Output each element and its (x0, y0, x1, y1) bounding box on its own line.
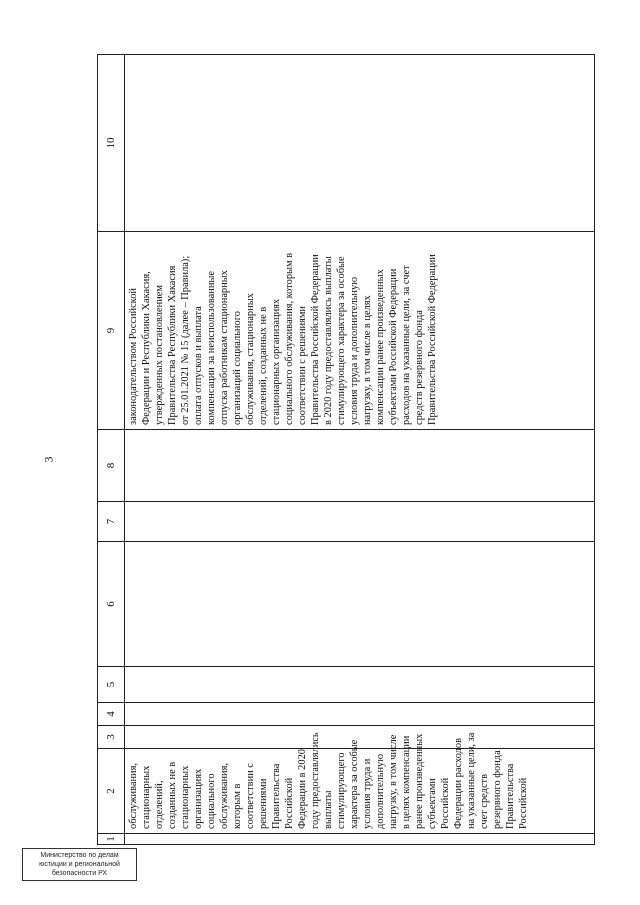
text-line: резервного фонда (492, 750, 503, 829)
text-line: созданных не в (167, 761, 178, 829)
text-line: от 25.01.2021 № 15 (далее – Правила); (180, 255, 191, 425)
cell-col-4 (125, 703, 595, 726)
text-line: стимулирующего характера за особые (336, 256, 347, 425)
text-line: Российской (284, 777, 295, 829)
text-line: социального (206, 773, 217, 829)
text-line: обслуживания, стационарных (245, 293, 256, 425)
cell-col-9 (125, 232, 595, 430)
text-line: социального обслуживания, которым в (284, 252, 295, 425)
text-line: условия труда и (362, 758, 373, 829)
text-line: отпуска работникам стационарных (219, 270, 230, 425)
text-line: в 2020 году предоставлялись выплаты (323, 256, 334, 425)
text-line: обслуживания, (128, 763, 139, 829)
header-row (98, 55, 125, 845)
header-col-5: 5 (98, 667, 125, 703)
cell-col-8 (125, 430, 595, 502)
text-line: выплаты (323, 790, 334, 829)
text-line: Федерации и Республики Хакасия, (141, 271, 152, 425)
text-line: Российской (518, 777, 529, 829)
data-table (97, 54, 595, 845)
text-line: отделений, созданных не в (258, 306, 269, 425)
text-line: законодательством Российской (128, 288, 139, 425)
text-line: нагрузку, в том числе (388, 734, 399, 829)
text-line: Российской (440, 777, 451, 829)
text-line: условия труда и дополнительную (349, 277, 360, 425)
text-line: Правительства (271, 763, 282, 829)
rotated-table-container (97, 55, 595, 845)
col2-text (125, 732, 530, 833)
text-line: Правительства Республики Хакасия (167, 265, 178, 425)
text-line: компенсации ранее произведенных (375, 269, 386, 425)
cell-col-5 (125, 667, 595, 703)
text-line: характера за особые (349, 739, 360, 829)
text-line: стационарных организациях (271, 298, 282, 425)
text-line: которым в (232, 783, 243, 829)
text-line: году предоставлялись (310, 732, 321, 829)
text-line: Правительства Российской Федерации (427, 254, 438, 425)
text-line: средств резервного фонда (414, 310, 425, 425)
table-row (125, 55, 595, 845)
stamp-line-3: безопасности РХ (51, 870, 108, 877)
cell-col-1 (125, 834, 595, 845)
header-col-3: 3 (98, 726, 125, 749)
text-line: организаций социального (232, 311, 243, 425)
text-line: Федерации расходов (453, 737, 464, 829)
cell-col-6 (125, 542, 595, 667)
text-line: решениями (258, 778, 269, 829)
text-line: отделений, (154, 780, 165, 829)
header-col-4: 4 (98, 703, 125, 726)
text-line: счет средств (479, 773, 490, 829)
text-line: оплата отпусков и выплата (193, 306, 204, 425)
cell-col-10 (125, 55, 595, 232)
header-col-6: 6 (98, 542, 125, 667)
text-line: ранее произведенных (414, 733, 425, 829)
text-line: дополнительную (375, 753, 386, 829)
text-line: организациях (193, 768, 204, 829)
header-col-7: 7 (98, 502, 125, 542)
text-line: нагрузку, в том числе в целях (362, 295, 373, 425)
text-line: соответствии с решениями (297, 306, 308, 425)
header-col-1: 1 (98, 834, 125, 845)
page-number: 3 (41, 456, 56, 463)
text-line: Правительства Российской Федерации (310, 254, 321, 425)
text-line: обслуживания, (219, 763, 230, 829)
text-line: утвержденных постановлением (154, 285, 165, 425)
header-col-10: 10 (98, 55, 125, 232)
text-line: Правительства (505, 763, 516, 829)
col9-text (125, 232, 439, 429)
header-col-2: 2 (98, 749, 125, 834)
stamp-line-1: Министерство по делам (40, 852, 119, 859)
text-line: расходов на указанные цели, за счет (401, 265, 412, 425)
cell-col-2 (125, 732, 595, 834)
header-col-9: 9 (98, 232, 125, 430)
text-line: стимулирующего (336, 752, 347, 829)
header-col-8: 8 (98, 430, 125, 502)
ministry-stamp (22, 848, 137, 881)
text-line: стационарных (180, 765, 191, 829)
text-line: субъектами (427, 778, 438, 829)
text-line: стационарных (141, 765, 152, 829)
cell-col-7 (125, 502, 595, 542)
text-line: соответствии с (245, 763, 256, 829)
text-line: субъектами Российской Федерации (388, 268, 399, 425)
text-line: компенсации за неиспользованные (206, 271, 217, 425)
text-line: Федерации в 2020 (297, 749, 308, 829)
text-line: в целях компенсации (401, 735, 412, 829)
stamp-line-2: юстиции и региональной (39, 861, 120, 868)
text-line: на указанные цели, за (466, 732, 477, 829)
